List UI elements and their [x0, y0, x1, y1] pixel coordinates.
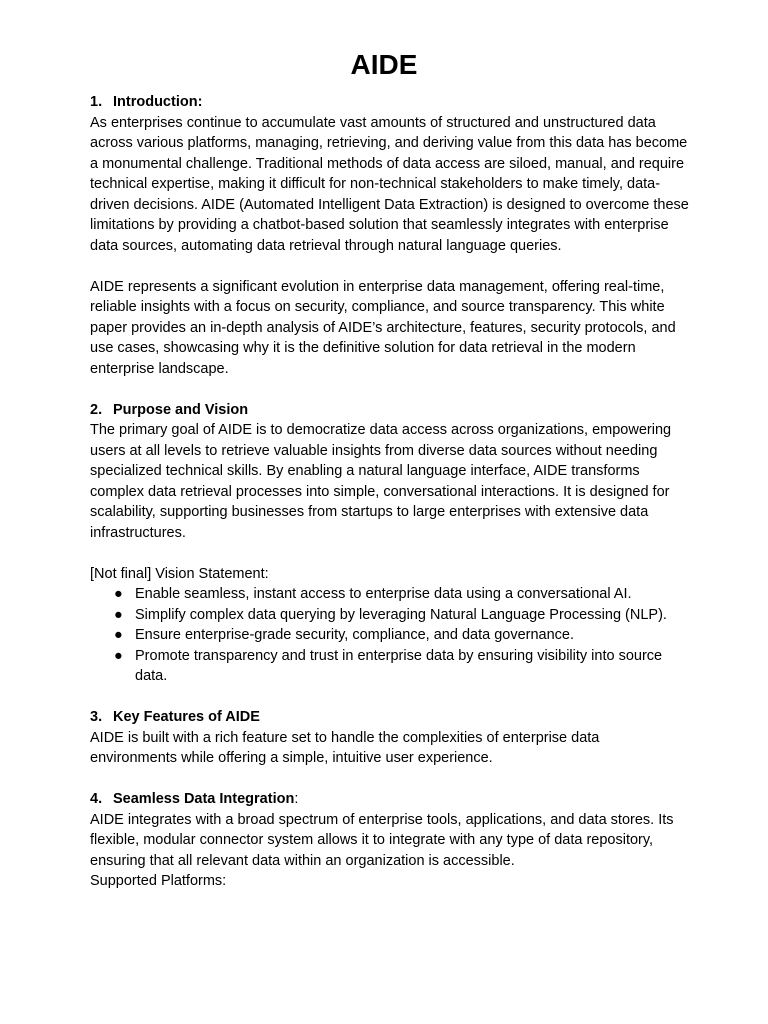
- section-number: 2.: [90, 401, 103, 418]
- section-number: 3.: [90, 709, 103, 725]
- list-item: ● Enable seamless, instant access to enterprise data using a conversational AI.: [90, 584, 690, 605]
- document-page: [90, 48, 690, 892]
- list-item: ● Promote transparency and trust in enterprise data by ensuring visibility into source data.: [114, 647, 663, 684]
- key-features-paragraph: AIDE is built with a rich feature set to handle the complexities of enterprise data environments while offering a simple, intuitive user experience.: [90, 729, 600, 766]
- section-heading-text: Seamless Data Integration: [113, 791, 295, 807]
- bullet-icon: ●: [114, 627, 123, 643]
- section-heading-text: Introduction:: [113, 94, 203, 110]
- introduction-paragraph-1: As enterprises continue to accumulate vast amounts of structured and unstructured data across various platforms, managing, retrieving, and deriving value from this data has become a monumental challenge. Traditional methods of data access are siloed, manual, and require technical expertise, making it difficult for non-technical stakeholders to make timely, data-driven decisions. AIDE (Automated Intelligent Data Extraction) is designed to overcome these limitations by providing a chatbot-based solution that seamlessly integrates with enterprise data sources, automating data retrieval through natural language queries.: [90, 114, 689, 254]
- data-integration-paragraph: AIDE integrates with a broad spectrum of enterprise tools, applications, and data stores. Its flexible, modular connector system allows it to integrate with any type of data repository, ensuring that all relevant data within an organization is accessible.: [90, 811, 674, 869]
- bullet-icon: ●: [114, 647, 123, 664]
- section-number: 4.: [90, 791, 103, 807]
- list-item: ● Ensure enterprise-grade security, compliance, and data governance.: [90, 625, 690, 646]
- document-title: AIDE: [350, 49, 418, 80]
- bullet-icon: ●: [114, 586, 123, 602]
- section-heading-text: Purpose and Vision: [113, 401, 249, 418]
- list-item: ● Simplify complex data querying by leveraging Natural Language Processing (NLP).: [90, 605, 690, 626]
- bullet-icon: ●: [114, 606, 123, 623]
- vision-statement-label: [Not final] Vision Statement:: [90, 565, 269, 582]
- section-heading-purpose: [90, 400, 690, 421]
- section-heading-introduction: [90, 92, 690, 113]
- section-number: 1.: [90, 94, 103, 110]
- purpose-paragraph: The primary goal of AIDE is to democratize data access across organizations, empowering users at all levels to retrieve valuable insights from diverse data sources without needing specialized technical skills. By enabling a natural language interface, AIDE transforms complex data retrieval processes into simple, conversational interactions. It is designed for scalability, supporting businesses from startups to large enterprises with extensive data infrastructures.: [90, 422, 672, 541]
- section-heading-text: Key Features of AIDE: [113, 709, 260, 725]
- section-heading-data-integration: [90, 789, 690, 810]
- supported-platforms-label: Supported Platforms:: [90, 873, 227, 889]
- vision-list: [90, 584, 690, 687]
- introduction-paragraph-2: AIDE represents a significant evolution in enterprise data management, offering real-time, reliable insights with a focus on security, compliance, and source transparency. This white paper provides an in-depth analysis of AIDE’s architecture, features, security protocols, and use cases, showcasing why it is the definitive solution for data retrieval in the modern enterprise landscape.: [90, 278, 676, 377]
- heading-colon: :: [294, 791, 299, 807]
- section-heading-key-features: [90, 707, 690, 728]
